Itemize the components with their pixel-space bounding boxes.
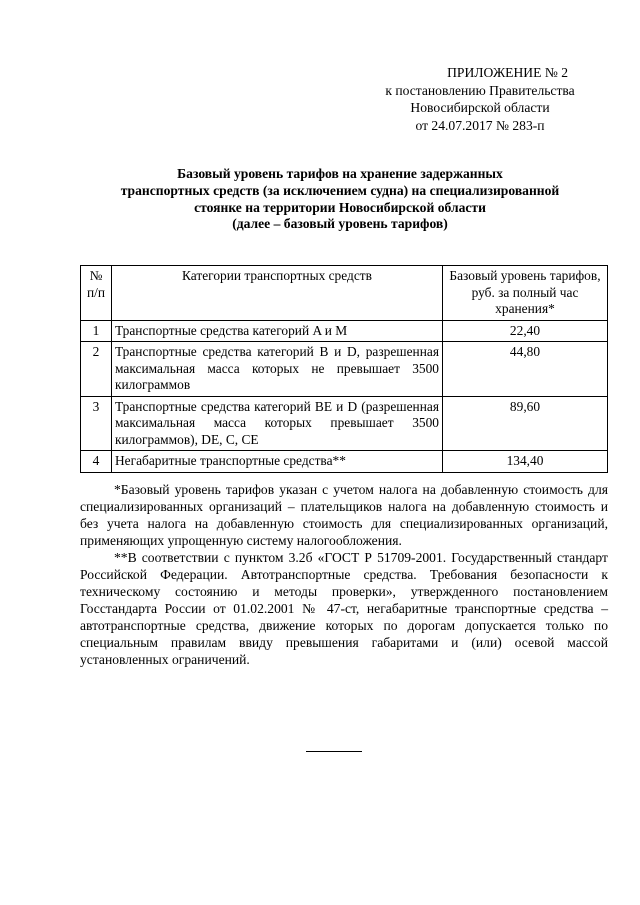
title-line-1: Базовый уровень тарифов на хранение задержанных xyxy=(177,166,503,181)
appendix-line-3: от 24.07.2017 № 283-п xyxy=(415,117,545,133)
row-category: Транспортные средства категорий BE и D (разрешенная максимальная масса которых превышает 3500 килограммов), DE, C, CE xyxy=(112,396,443,451)
title-line-2: транспортных средств (за исключением судна) на специализированной xyxy=(120,182,560,198)
appendix-block xyxy=(380,64,580,134)
end-divider xyxy=(306,751,362,752)
table-row xyxy=(81,342,608,397)
row-number: 3 xyxy=(81,396,112,451)
footnote-oversized: **В соответствии с пунктом 3.2б «ГОСТ Р 51709-2001. Государственный стандарт Российской Федерации. Автотранспортные средства. Требования безопасности к техническому состоянию и методы проверки», утвержденного постановлением Госстандарта России от 01.02.2001 № 47-ст, негабаритные транспортные средства – автотранспортные средства, движение которых по дорогам допускается только по специальным правилам ввиду превышения габаритами и (или) осевой массой установленных ограничений. xyxy=(80,550,608,667)
row-number: 1 xyxy=(81,320,112,342)
title-line-3: стоянке на территории Новосибирской области xyxy=(194,199,486,215)
appendix-line-2: Новосибирской области xyxy=(410,100,550,115)
header-number-line-2: п/п xyxy=(86,284,106,300)
document-title xyxy=(84,166,596,233)
table-row xyxy=(81,451,608,473)
row-category: Негабаритные транспортные средства** xyxy=(112,451,443,473)
table-header-row xyxy=(81,266,608,321)
appendix-line-1: к постановлению Правительства xyxy=(385,82,575,98)
header-category: Категории транспортных средств xyxy=(112,266,443,321)
footnotes xyxy=(80,481,608,668)
row-tariff: 44,80 xyxy=(443,342,608,397)
header-number-line-1: № xyxy=(89,268,103,283)
row-tariff: 22,40 xyxy=(443,320,608,342)
appendix-title: ПРИЛОЖЕНИЕ № 2 xyxy=(447,65,568,80)
row-category: Транспортные средства категорий B и D, разрешенная максимальная масса которых не превышает 3500 килограммов xyxy=(112,342,443,397)
tariff-table xyxy=(80,265,608,473)
table-row xyxy=(81,320,608,342)
row-category: Транспортные средства категорий A и M xyxy=(112,320,443,342)
row-tariff: 134,40 xyxy=(443,451,608,473)
header-tariff: Базовый уровень тарифов, руб. за полный час хранения* xyxy=(443,266,608,321)
row-number: 2 xyxy=(81,342,112,397)
header-number xyxy=(81,266,112,321)
title-line-4: (далее – базовый уровень тарифов) xyxy=(232,216,448,232)
row-number: 4 xyxy=(81,451,112,473)
row-tariff: 89,60 xyxy=(443,396,608,451)
footnote-vat: *Базовый уровень тарифов указан с учетом налога на добавленную стоимость для специализированных организаций – плательщиков налога на добавленную стоимость и без учета налога на добавленную стоимость для специализированных организаций, применяющих упрощенную систему налогообложения. xyxy=(80,482,608,548)
table-row xyxy=(81,396,608,451)
